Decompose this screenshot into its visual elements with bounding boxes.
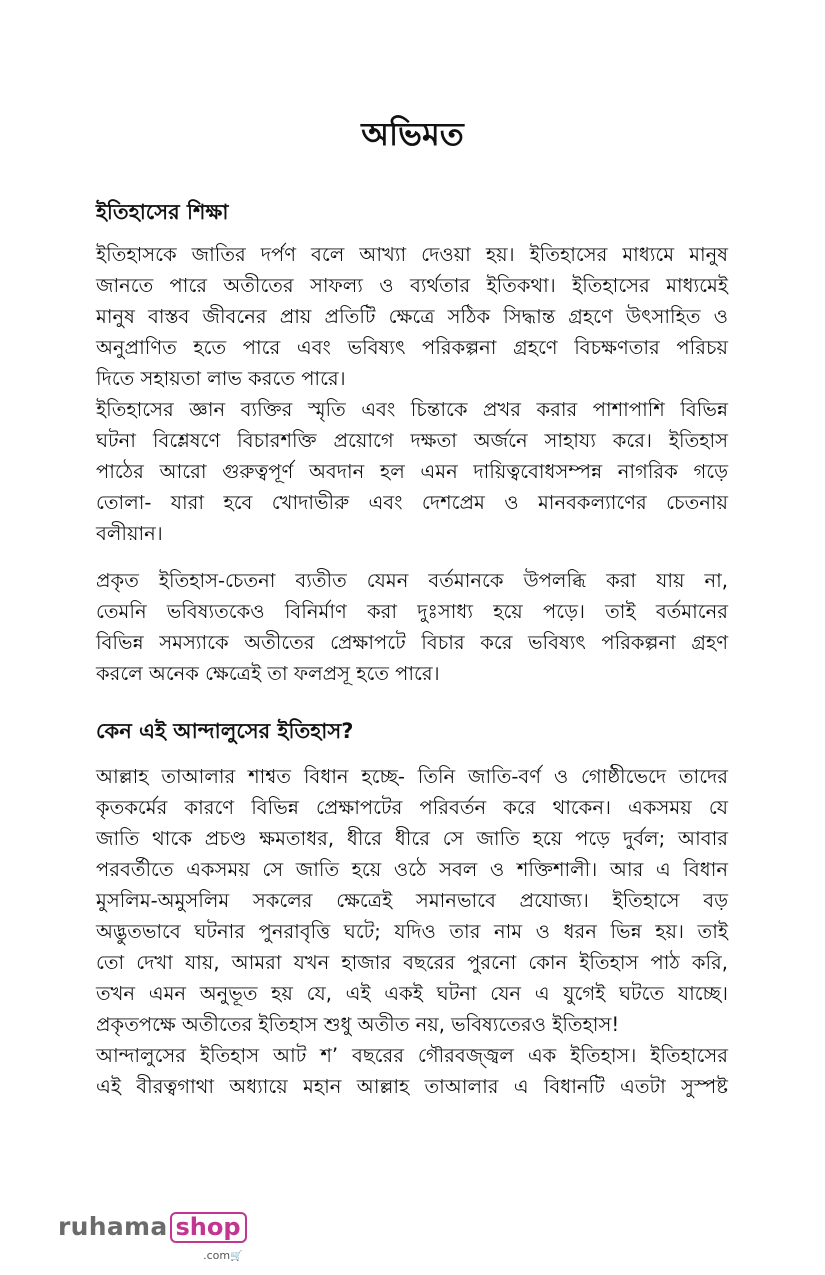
paragraph-line: জানতে পারে অতীতের সাফল্য ও ব্যর্থতার ইতিকথা। ইতিহাসের মাধ্যমেই — [96, 274, 728, 297]
logo-domain — [203, 1243, 242, 1270]
paragraph-line: তখন এমন অনুভূত হয় যে, এই একই ঘটনা যেন এ যুগেই ঘটতে যাচ্ছে। — [96, 982, 728, 1005]
logo-text-com: .com — [203, 1249, 231, 1262]
paragraph-line: দিতে সহায়তা লাভ করতে পারে। — [96, 367, 346, 390]
paragraph-line: ইতিহাসের জ্ঞান ব্যক্তির স্মৃতি এবং চিন্তাকে প্রখর করার পাশাপাশি বিভিন্ন — [96, 398, 728, 421]
paragraph-line: ইতিহাসকে জাতির দর্পণ বলে আখ্যা দেওয়া হয়। ইতিহাসের মাধ্যমে মানুষ — [96, 243, 728, 266]
cart-icon: 🛒 — [230, 1251, 243, 1262]
page-title: অভিমত — [361, 115, 464, 153]
paragraph-line: মুসলিম-অমুসলিম সকলের ক্ষেত্রেই সমানভাবে প্রযোজ্য। ইতিহাসে বড় — [96, 889, 728, 912]
paragraph-line: পাঠের আরো গুরুত্বপূর্ণ অবদান হল এমন দায়িত্ববোধসম্পন্ন নাগরিক গড়ে — [96, 460, 728, 483]
paragraph-line: তো দেখা যায়, আমরা যখন হাজার বছরের পুরনো কোন ইতিহাস পাঠ করি, — [96, 951, 728, 974]
paragraph-line: কৃতকর্মের কারণে বিভিন্ন প্রেক্ষাপটের পরিবর্তন করে থাকেন। একসময় যে — [96, 796, 728, 819]
logo-speech-bubble — [170, 1212, 247, 1262]
paragraph-line: আল্লাহ তাআলার শাশ্বত বিধান হচ্ছে- তিনি জাতি-বর্ণ ও গোষ্ঠীভেদে তাদের — [96, 765, 728, 788]
paragraph-line: ঘটনা বিশ্লেষণে বিচারশক্তি প্রয়োগে দক্ষতা অর্জনে সাহায্য করে। ইতিহাস — [96, 429, 728, 452]
paragraph-line: আন্দালুসের ইতিহাস আট শ’ বছরের গৌরবজ্জ্বল এক ইতিহাস। ইতিহাসের — [96, 1044, 728, 1067]
paragraph-line: মানুষ বাস্তব জীবনের প্রায় প্রতিটি ক্ষেত্রে সঠিক সিদ্ধান্ত গ্রহণে উৎসাহিত ও — [96, 305, 728, 328]
section-heading: ইতিহাসের শিক্ষা — [96, 200, 229, 224]
paragraph-line: বিভিন্ন সমস্যাকে অতীতের প্রেক্ষাপটে বিচার করে ভবিষ্যৎ পরিকল্পনা গ্রহণ — [96, 631, 728, 654]
paragraph-line: অদ্ভুতভাবে ঘটনার পুনরাবৃত্তি ঘটে; যদিও তার নাম ও ধরন ভিন্ন হয়। তাই — [96, 920, 728, 943]
section-heading: কেন এই আন্দালুসের ইতিহাস? — [96, 719, 354, 743]
paragraph-line: বলীয়ান। — [96, 522, 163, 545]
logo-text-ruhama: ruhama — [58, 1212, 168, 1241]
ruhamashop-logo — [58, 1212, 247, 1262]
paragraph-line: অনুপ্রাণিত হতে পারে এবং ভবিষ্যৎ পরিকল্পনা গ্রহণে বিচক্ষণতার পরিচয় — [96, 336, 728, 359]
paragraph-line: প্রকৃত ইতিহাস-চেতনা ব্যতীত যেমন বর্তমানকে উপলব্ধি করা যায় না, — [96, 569, 728, 592]
paragraph-line: তেমনি ভবিষ্যতকেও বিনির্মাণ করা দুঃসাধ্য হয়ে পড়ে। তাই বর্তমানের — [96, 600, 728, 623]
paragraph-line: প্রকৃতপক্ষে অতীতের ইতিহাস শুধু অতীত নয়, ভবিষ্যতেরও ইতিহাস! — [96, 1013, 620, 1036]
logo-text-shop: shop — [175, 1213, 241, 1241]
paragraph-line: এই বীরত্বগাথা অধ্যায়ে মহান আল্লাহ তাআলার এ বিধানটি এতটা সুস্পষ্ট — [96, 1075, 728, 1098]
paragraph-line: তোলা- যারা হবে খোদাভীরু এবং দেশপ্রেম ও মানবকল্যাণের চেতনায় — [96, 491, 728, 514]
paragraph-line: জাতি থাকে প্রচণ্ড ক্ষমতাধর, ধীরে ধীরে সে জাতি হয়ে পড়ে দুর্বল; আবার — [96, 827, 728, 850]
paragraph-line: পরবর্তীতে একসময় সে জাতি হয়ে ওঠে সবল ও শক্তিশালী। আর এ বিধান — [96, 858, 728, 881]
paragraph-line: করলে অনেক ক্ষেত্রেই তা ফলপ্রসূ হতে পারে। — [96, 662, 440, 685]
